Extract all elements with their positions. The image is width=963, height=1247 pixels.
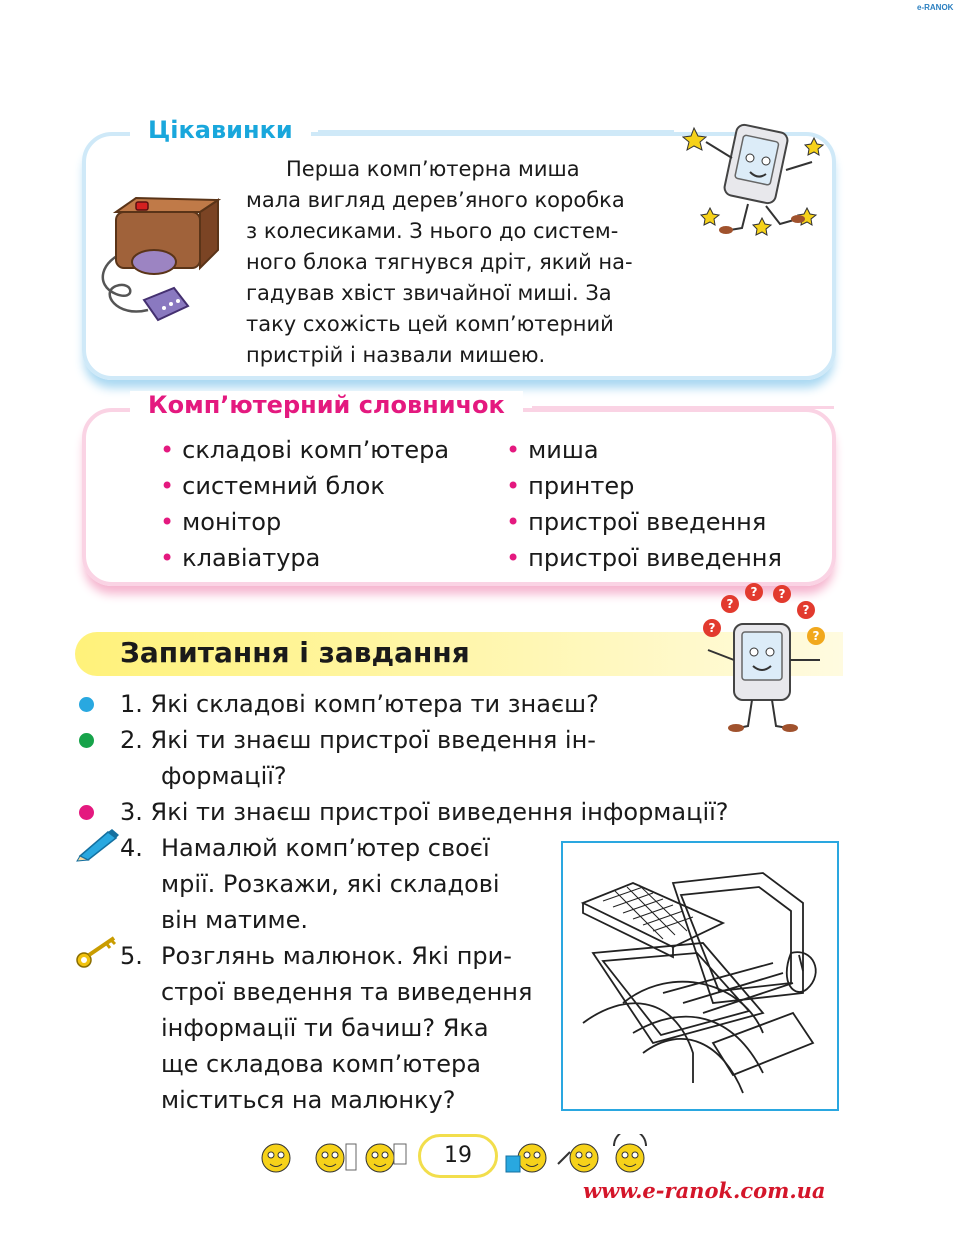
glossary-item: • клавіатура <box>160 540 449 576</box>
question-4-line: Намалюй комп’ютер своєї <box>161 834 490 862</box>
first-mouse-illustration <box>96 190 228 330</box>
glossary-item: • монітор <box>160 504 449 540</box>
svg-text:?: ? <box>812 629 820 643</box>
fact-line: Перша комп’ютерна миша <box>286 157 580 181</box>
question-5-line: строї введення та виведення <box>161 978 533 1006</box>
page-number: 19 <box>418 1134 498 1178</box>
svg-text:?: ? <box>750 585 758 599</box>
footer-mascots-left-icon <box>258 1134 408 1178</box>
glossary-item: • пристрої виведення <box>506 540 782 576</box>
question-5-line: міститься на малюнку? <box>161 1086 456 1114</box>
questions-title: Запитання і завдання <box>120 636 470 669</box>
key-icon <box>74 934 120 970</box>
fact-line: мала вигляд дерев’яного коробка <box>246 188 625 212</box>
glossary-left-list <box>160 432 449 576</box>
question-1: 1. Які складові комп’ютера ти знаєш? <box>120 690 599 718</box>
pencil-icon <box>74 828 120 862</box>
question-5 <box>161 938 537 1118</box>
question-5-number: 5. <box>120 942 143 970</box>
question-dot-pink <box>79 805 94 820</box>
glossary-title-rule <box>532 406 834 409</box>
question-dot-green <box>79 733 94 748</box>
fact-line: гадував хвіст звичайної миші. За <box>246 281 612 305</box>
fact-line: з колесиками. З нього до систем- <box>246 219 619 243</box>
question-4 <box>161 830 537 938</box>
question-5-line: інформації ти бачиш? Яка <box>161 1014 489 1042</box>
question-5-line: Розглянь малюнок. Які при- <box>161 942 512 970</box>
glossary-item: • миша <box>506 432 782 468</box>
fact-box-title: Цікавинки <box>130 116 311 144</box>
question-2-line-1: 2. Які ти знаєш пристрої введення ін- <box>120 726 596 754</box>
footer-mascots-right-icon <box>504 1134 654 1178</box>
fact-line: таку схожість цей комп’ютерний <box>246 312 614 336</box>
glossary-right-list <box>506 432 782 576</box>
glossary-item: • принтер <box>506 468 782 504</box>
glossary-item: • пристрої введення <box>506 504 782 540</box>
question-4-line: він матиме. <box>161 906 309 934</box>
fact-title-rule <box>318 130 674 133</box>
question-4-line: мрії. Розкажи, які складові <box>161 870 500 898</box>
question-5-line: ще складова комп’ютера <box>161 1050 481 1078</box>
fact-line: ного блока тягнувся дріт, який на- <box>246 250 633 274</box>
glossary-item: • складові комп’ютера <box>160 432 449 468</box>
question-dot-blue <box>79 697 94 712</box>
svg-text:?: ? <box>726 597 734 611</box>
svg-text:?: ? <box>802 603 810 617</box>
svg-text:?: ? <box>778 587 786 601</box>
glossary-title: Комп’ютерний словничок <box>130 391 523 419</box>
publisher-logo: e-RANOK <box>917 3 954 12</box>
overlapping-devices-picture <box>561 841 839 1111</box>
question-2-line-2: формації? <box>161 762 287 790</box>
fact-line: пристрій і назвали мишею. <box>246 343 546 367</box>
glossary-item: • системний блок <box>160 468 449 504</box>
question-3: 3. Які ти знаєш пристрої виведення інформації? <box>120 798 729 826</box>
svg-text:?: ? <box>708 621 716 635</box>
website-link[interactable]: www.e-ranok.com.ua <box>583 1178 826 1203</box>
tablet-mascot-magic-illustration <box>682 108 832 248</box>
tablet-mascot-juggling-illustration <box>690 580 838 736</box>
fact-text <box>246 154 644 371</box>
question-4-number: 4. <box>120 834 143 862</box>
